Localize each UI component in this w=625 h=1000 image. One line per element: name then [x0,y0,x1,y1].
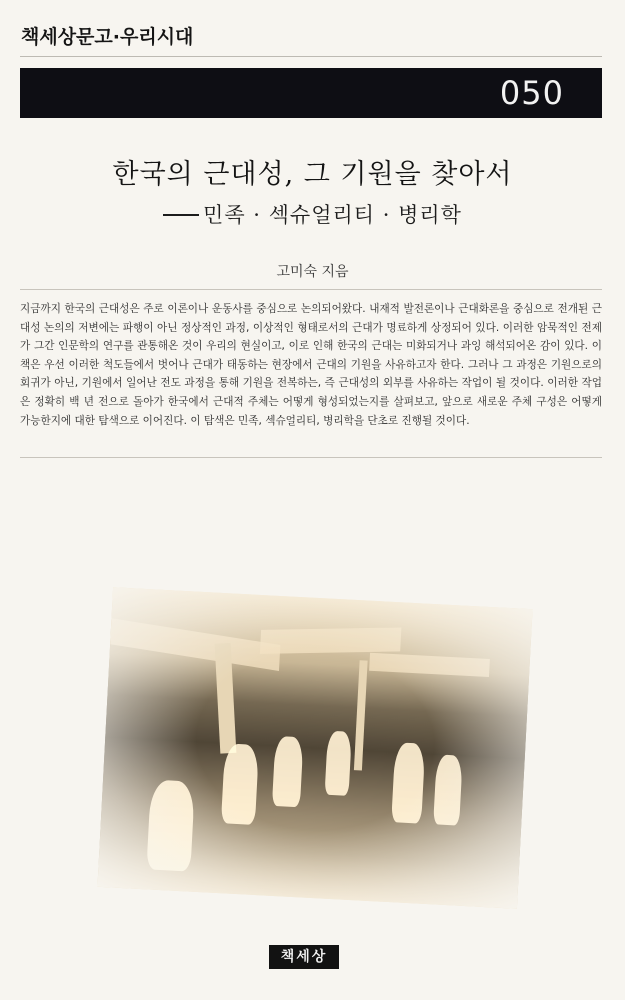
series-name: 책세상문고·우리시대 [21,26,194,48]
author-credit: 고미숙 지음 [276,264,349,280]
book-subtitle-line [0,199,625,229]
publisher-logo: 책세상 [269,945,339,969]
volume-number-bar [20,68,602,118]
cover-photo-market-street [97,587,532,909]
em-dash [163,214,199,216]
photo-vignette [97,587,532,909]
book-title: 한국의 근대성, 그 기원을 찾아서 [112,159,513,190]
description-bottom-rule [20,457,602,458]
book-subtitle: 민족 · 섹슈얼리티 · 병리학 [203,203,462,227]
book-description: 지금까지 한국의 근대성은 주로 이론이나 운동사를 중심으로 논의되어왔다. 내재적 발전론이나 근대화론을 중심으로 전개된 근대성 논의의 저변에는 파행이 아닌 정상적인 과정, 이상적인 형태로서의 근대가 명료하게 상정되어 있다. 이러한 암묵적인 전제가 그간 인문학의 연구를 관통해온 것이 우리의 현실이고, 이로 인해 한국의 근대는 미화되거나 과잉 해석되어온 감이 있다. 이 책은 우선 이러한 척도들에서 벗어나 근대가 태동하는 현장에서 근대의 기원을 사유하고자 한다. 그러나 그 과정은 기원으로의 회귀가 아닌, 기원에서 일어난 전도 과정을 통해 기원을 전복하는, 즉 근대성의 외부를 사유하는 작업이 될 것이다. 이러한 작업은 정확히 백 년 전으로 돌아가 한국에서 근대적 주체는 어떻게 형성되었는지를 살펴보고, 앞으로 새로운 주체 구성은 어떻게 가능한지에 대한 탐색으로 이어진다. 이 탐색은 민족, 섹슈얼리티, 병리학을 단초로 진행될 것이다. [20,303,602,427]
top-divider [20,56,602,57]
description-top-rule [20,289,602,290]
volume-number: 050 [499,74,564,112]
